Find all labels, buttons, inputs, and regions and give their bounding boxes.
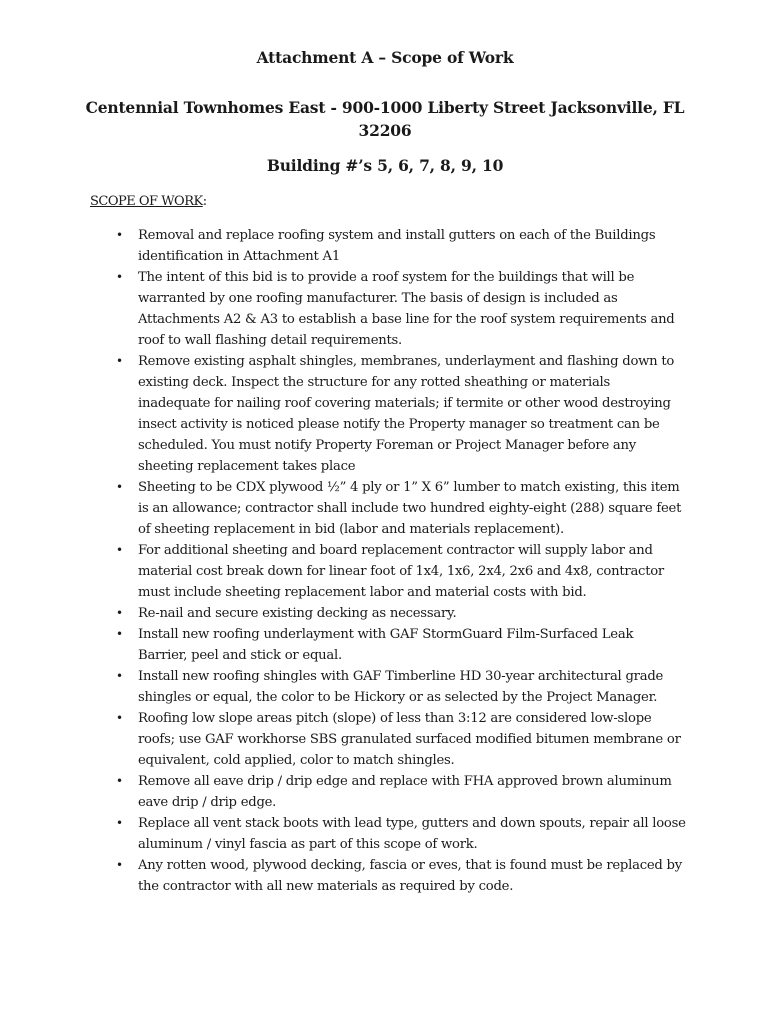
list-item (0, 624, 770, 666)
bullet-icon: • (116, 606, 123, 620)
list-item-text: Replace all vent stack boots with lead type, gutters and down spouts, repair all loose aluminum / vinyl fascia as part of this scope of work. (138, 816, 686, 852)
project-address: Centennial Townhomes East - 900-1000 Liberty Street Jacksonville, FL 32206 (85, 98, 685, 140)
list-item (0, 771, 770, 813)
list-item-text: For additional sheeting and board replacement contractor will supply labor and material cost break down for linear foot of 1x4, 1x6, 2x4, 2x6 and 4x8, contractor must include sheeting replacement labor and material costs with bid. (138, 543, 664, 600)
list-item-text: Roofing low slope areas pitch (slope) of less than 3:12 are considered low-slope roofs; use GAF workhorse SBS granulated surfaced modified bitumen membrane or equivalent, cold applied, color to match shingles. (138, 711, 681, 768)
bullet-icon: • (116, 228, 123, 242)
bullet-icon: • (116, 774, 123, 788)
list-item (0, 267, 770, 351)
list-item-text: Install new roofing shingles with GAF Timberline HD 30-year architectural grade shingles or equal, the color to be Hickory or as selected by the Project Manager. (138, 669, 664, 705)
list-item-text: Sheeting to be CDX plywood ½” 4 ply or 1” X 6” lumber to match existing, this item is an allowance; contractor shall include two hundred eighty-eight (288) square feet of sheeting replacement in bid (labor and materials replacement). (138, 480, 682, 537)
scope-heading (90, 194, 207, 209)
list-item (0, 708, 770, 771)
list-item-text: The intent of this bid is to provide a roof system for the buildings that will be warranted by one roofing manufacturer. The basis of design is included as Attachments A2 & A3 to establish a base line for the roof system requirements and roof to wall flashing detail requirements. (138, 270, 675, 348)
scope-heading-text: SCOPE OF WORK (90, 194, 203, 209)
bullet-icon: • (116, 858, 123, 872)
list-item-text: Remove existing asphalt shingles, membranes, underlayment and flashing down to existing deck. Inspect the structure for any rotted sheathing or materials inadequate for nailing roof covering materials; if termite or other wood destroying insect activity is noticed please notify the Property manager so treatment can be scheduled. You must notify Property Foreman or Project Manager before any sheeting replacement takes place (138, 354, 675, 474)
list-item-text: Re-nail and secure existing decking as necessary. (138, 606, 457, 621)
bullet-icon: • (116, 627, 123, 641)
bullet-icon: • (116, 669, 123, 683)
list-item-text: Remove all eave drip / drip edge and replace with FHA approved brown aluminum eave drip / drip edge. (138, 774, 672, 810)
list-item (0, 477, 770, 540)
bullet-icon: • (116, 543, 123, 557)
bullet-icon: • (116, 354, 123, 368)
list-item (0, 813, 770, 855)
document-title: Attachment A – Scope of Work (256, 48, 514, 67)
building-numbers: Building #’s 5, 6, 7, 8, 9, 10 (266, 156, 504, 175)
bullet-icon: • (116, 480, 123, 494)
list-item (0, 666, 770, 708)
list-item (0, 603, 770, 624)
list-item (0, 225, 770, 267)
scope-list (0, 225, 770, 897)
list-item (0, 351, 770, 477)
list-item (0, 855, 770, 897)
list-item-text: Removal and replace roofing system and install gutters on each of the Buildings identification in Attachment A1 (138, 228, 656, 264)
list-item-text: Install new roofing underlayment with GAF StormGuard Film-Surfaced Leak Barrier, peel and stick or equal. (138, 627, 634, 663)
bullet-icon: • (116, 711, 123, 725)
list-item-text: Any rotten wood, plywood decking, fascia or eves, that is found must be replaced by the contractor with all new materials as required by code. (138, 858, 682, 894)
scope-heading-colon: : (202, 194, 207, 209)
bullet-icon: • (116, 816, 123, 830)
bullet-icon: • (116, 270, 123, 284)
list-item (0, 540, 770, 603)
